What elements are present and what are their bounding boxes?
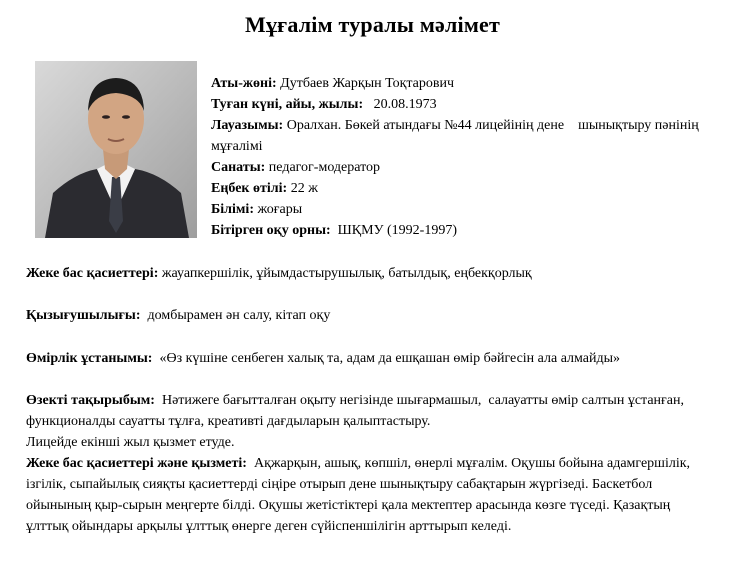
topic-value: Нәтижеге бағытталған оқыту негізінде шығармашыл, салауатты өмір салтын ұстанған, функционалды сауатты тұлға, креативті дағдыларын қалыптастыру. <box>26 393 688 429</box>
name-value: Дутбаев Жарқын Тоқтарович <box>280 76 455 91</box>
info-birth-row <box>211 94 721 115</box>
qualities-section <box>26 263 716 284</box>
hobbies-section <box>26 305 716 326</box>
birth-label: Туған күні, айы, жылы: <box>211 97 364 112</box>
lyceum-text: Лицейде екінші жыл қызмет етуде. <box>26 435 235 450</box>
page-title: Мұғалім туралы мәлімет <box>244 12 500 37</box>
activity-value: Ақжарқын, ашық, көпшіл, өнерлі мұғалім. Оқушы бойына адамгершілік, ізгілік, сыпайылық сияқты қасиеттерді сіңіре отырып дене шынықтыру сабақтарын жүргізеді. Баскетбол ойынының қыр-сырын меңгерте білді. Оқушы жетістіктері қала мектептер арасында көзге түседі. Қазақтың ұлттық ойындары арқылы ұлттық өнерге деген сүйіспеншілігін арттырып келеді. <box>26 456 691 534</box>
graduated-label: Бітірген оқу орны: <box>211 223 331 238</box>
activity-label: Жеке бас қасиеттері және қызметі: <box>26 456 247 471</box>
info-name-row <box>211 73 721 94</box>
graduated-value: ШҚМУ (1992-1997) <box>337 223 457 238</box>
hobbies-label: Қызығушылығы: <box>26 308 141 323</box>
info-education-row <box>211 199 721 220</box>
education-label: Білімі: <box>211 202 254 217</box>
teacher-photo <box>35 61 197 238</box>
position-value: Оралхан. Бөкей атындағы №44 лицейінің дене шынықтыру пәнінің мұғалімі <box>211 118 703 154</box>
activity-paragraph <box>26 453 716 537</box>
birth-value: 20.08.1973 <box>373 97 437 112</box>
teacher-portrait-icon <box>35 61 197 238</box>
education-value: жоғары <box>257 202 303 217</box>
category-value: педагог-модератор <box>268 160 381 175</box>
hobbies-value: домбырамен ән салу, кітап оқу <box>147 308 331 323</box>
name-label: Аты-жөні: <box>211 76 277 91</box>
topic-paragraph <box>26 390 716 432</box>
position-label: Лауазымы: <box>211 118 284 133</box>
motto-value: «Өз күшіне сенбеген халық та, адам да ешқашан өмір бәйгесін ала алмайды» <box>159 351 621 366</box>
topic-section <box>26 390 716 537</box>
info-graduated-row <box>211 220 721 241</box>
info-category-row <box>211 157 721 178</box>
info-experience-row <box>211 178 721 199</box>
qualities-value: жауапкершілік, ұйымдастырушылық, батылдық, еңбекқорлық <box>161 266 532 281</box>
experience-label: Еңбек өтілі: <box>211 181 288 196</box>
qualities-label: Жеке бас қасиеттері: <box>26 266 159 281</box>
teacher-info <box>211 73 721 241</box>
topic-label: Өзекті тақырыбым: <box>26 393 155 408</box>
motto-label: Өмірлік ұстанымы: <box>26 351 153 366</box>
category-label: Санаты: <box>211 160 266 175</box>
motto-section <box>26 348 716 369</box>
info-position-row <box>211 115 721 157</box>
experience-value: 22 ж <box>290 181 318 196</box>
